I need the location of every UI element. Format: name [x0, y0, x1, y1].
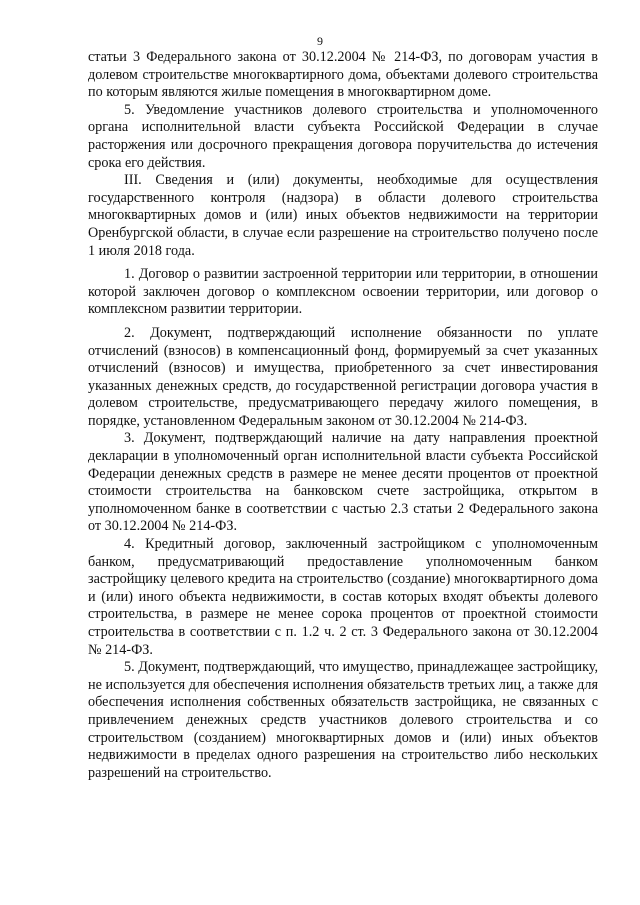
- paragraph-continuation: статьи 3 Федерального закона от 30.12.2004 № 214-ФЗ, по договорам участия в долевом строительстве многоквартирного дома, объектами долевого строительства по которым являются жилые помещения в многоквартирном доме.: [88, 49, 598, 101]
- paragraph-item-1-contract: 1. Договор о развитии застроенной территории или территории, в отношении которой заключен договор о комплексном освоении территории, или договор о комплексном развитии территории.: [88, 266, 598, 318]
- paragraph-item-4-credit: 4. Кредитный договор, заключенный застройщиком с уполномоченным банком, предусматривающий предоставление уполномоченным банком застройщику целевого кредита на строительство (создание) многоквартирного дома и (или) иного объекта недвижимости, в состав которых входят объекты долевого строительства, в размере не менее сорока процентов от проектной стоимости строительства в соответствии с п. 1.2 ч. 2 ст. 3 Федерального закона от 30.12.2004 № 214-ФЗ.: [88, 536, 598, 658]
- paragraph-item-5-notification: 5. Уведомление участников долевого строительства и уполномоченного органа исполнительной власти субъекта Российской Федерации в случае расторжения или досрочного прекращения договора поручительства до истечения срока его действия.: [88, 101, 598, 171]
- paragraph-item-2-contributions: 2. Документ, подтверждающий исполнение обязанности по уплате отчислений (взносов) в компенсационный фонд, формируемый за счет указанных отчислений (взносов) и имущества, приобретенного за счет инвестирования указанных денежных средств, до государственной регистрации договора участия в долевом строительстве, предусматривающего передачу жилого помещения, в порядке, установленном Федеральным законом от 30.12.2004 № 214-ФЗ.: [88, 324, 598, 429]
- document-body: [88, 49, 598, 782]
- paragraph-item-5-property: 5. Документ, подтверждающий, что имущество, принадлежащее застройщику, не используется для обеспечения исполнения обязательств третьих лиц, а также для обеспечения исполнения собственных обязательств застройщика, не связанных с привлечением денежных средств участников долевого строительства и со строительством (созданием) многоквартирных домов и (или) иных объектов недвижимости в пределах одного разрешения на строительство либо нескольких разрешений на строительство.: [88, 659, 598, 781]
- page-number: 9: [317, 34, 323, 48]
- paragraph-item-3-funds: 3. Документ, подтверждающий наличие на дату направления проектной декларации в уполномоченный орган исполнительной власти субъекта Российской Федерации денежных средств в размере не менее десяти процентов от проектной стоимости строительства на банковском счете застройщика, открытом в уполномоченном банке в соответствии с частью 2.3 статьи 2 Федерального закона от 30.12.2004 № 214-ФЗ.: [88, 430, 598, 535]
- section-heading-iii: III. Сведения и (или) документы, необходимые для осуществления государственного контроля (надзора) в области долевого строительства многоквартирных домов и (или) иных объектов недвижимости на территории Оренбургской области, в случае если разрешение на строительство получено после 1 июля 2018 года.: [88, 172, 598, 259]
